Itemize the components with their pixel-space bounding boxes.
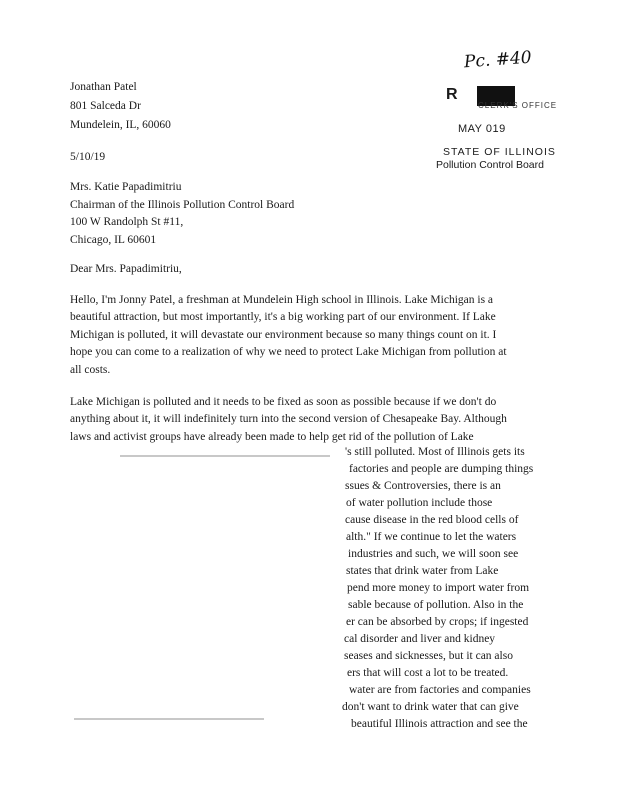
paragraph-line: Michigan is polluted, it will devastate our environment because so many things count on it. I xyxy=(70,328,497,341)
paragraph-line: hope you can come to a realization of why we need to protect Lake Michigan from pollution at xyxy=(70,346,507,359)
text-fragment: of water pollution include those xyxy=(346,497,493,509)
received-stamp-subtitle: CLERK'S OFFICE xyxy=(478,101,558,110)
text-fragment: sable because of pollution. Also in the xyxy=(348,599,524,611)
text-fragment: beautiful Illinois attraction and see the xyxy=(351,718,528,730)
received-stamp-board: Pollution Control Board xyxy=(436,159,544,171)
text-fragment: 's still polluted. Most of Illinois gets its xyxy=(345,446,525,458)
text-fragment: don't want to drink water that can give xyxy=(342,701,519,713)
text-fragment: factories and people are dumping things xyxy=(349,463,534,475)
recipient-street: 100 W Randolph St #11, xyxy=(70,216,184,228)
scan-smudge xyxy=(74,718,264,720)
paragraph-line: Hello, I'm Jonny Patel, a freshman at Mundelein High school in Illinois. Lake Michigan is a xyxy=(70,294,494,306)
paragraph-intro xyxy=(70,292,560,379)
received-stamp-letter: R xyxy=(446,86,458,103)
recipient-address xyxy=(70,180,294,250)
text-fragment: ssues & Controversies, there is an xyxy=(345,480,501,492)
paragraph-line: anything about it, it will indefinitely turn into the second version of Chesapeake Bay. Although xyxy=(70,413,507,426)
text-fragment: ers that will cost a lot to be treated. xyxy=(347,667,509,679)
greeting: Dear Mrs. Papadimitriu, xyxy=(70,263,182,275)
text-fragment: er can be absorbed by crops; if ingested xyxy=(346,616,529,628)
text-fragment: cause disease in the red blood cells of xyxy=(345,514,519,526)
recipient-title: Chairman of the Illinois Pollution Control Board xyxy=(70,198,295,211)
paragraph-line: laws and activist groups have already been made to help get rid of the pollution of Lake xyxy=(70,430,474,443)
text-fragment: water are from factories and companies xyxy=(349,684,531,696)
text-fragment: states that drink water from Lake xyxy=(346,565,499,577)
paragraph-body xyxy=(70,394,560,446)
text-fragment: pend more money to import water from xyxy=(347,582,530,594)
received-stamp-date: MAY 019 xyxy=(458,123,506,135)
paragraph-line: all costs. xyxy=(70,363,111,376)
letter-date: 5/10/19 xyxy=(70,151,106,163)
recipient-city: Chicago, IL 60601 xyxy=(70,233,157,246)
text-fragment: alth." If we continue to let the waters xyxy=(346,531,517,543)
handwritten-page-number: Pc. #40 xyxy=(463,47,533,73)
text-fragment: cal disorder and liver and kidney xyxy=(344,633,496,645)
text-fragment: industries and such, we will soon see xyxy=(348,548,519,560)
sender-city: Mundelein, IL, 60060 xyxy=(70,119,171,131)
scan-smudge xyxy=(120,455,330,457)
paragraph-line: beautiful attraction, but most importantly, it's a big working part of our environment. If Lake xyxy=(70,311,496,324)
text-fragment: seases and sicknesses, but it can also xyxy=(344,650,513,662)
sender-name: Jonathan Patel xyxy=(70,81,137,93)
recipient-name: Mrs. Katie Papadimitriu xyxy=(70,181,182,193)
received-stamp-agency: STATE OF ILLINOIS xyxy=(443,146,556,158)
paragraph-line: Lake Michigan is polluted and it needs to be fixed as soon as possible because if we don't do xyxy=(70,396,497,408)
sender-street: 801 Salceda Dr xyxy=(70,100,141,112)
sender-address xyxy=(70,80,171,137)
